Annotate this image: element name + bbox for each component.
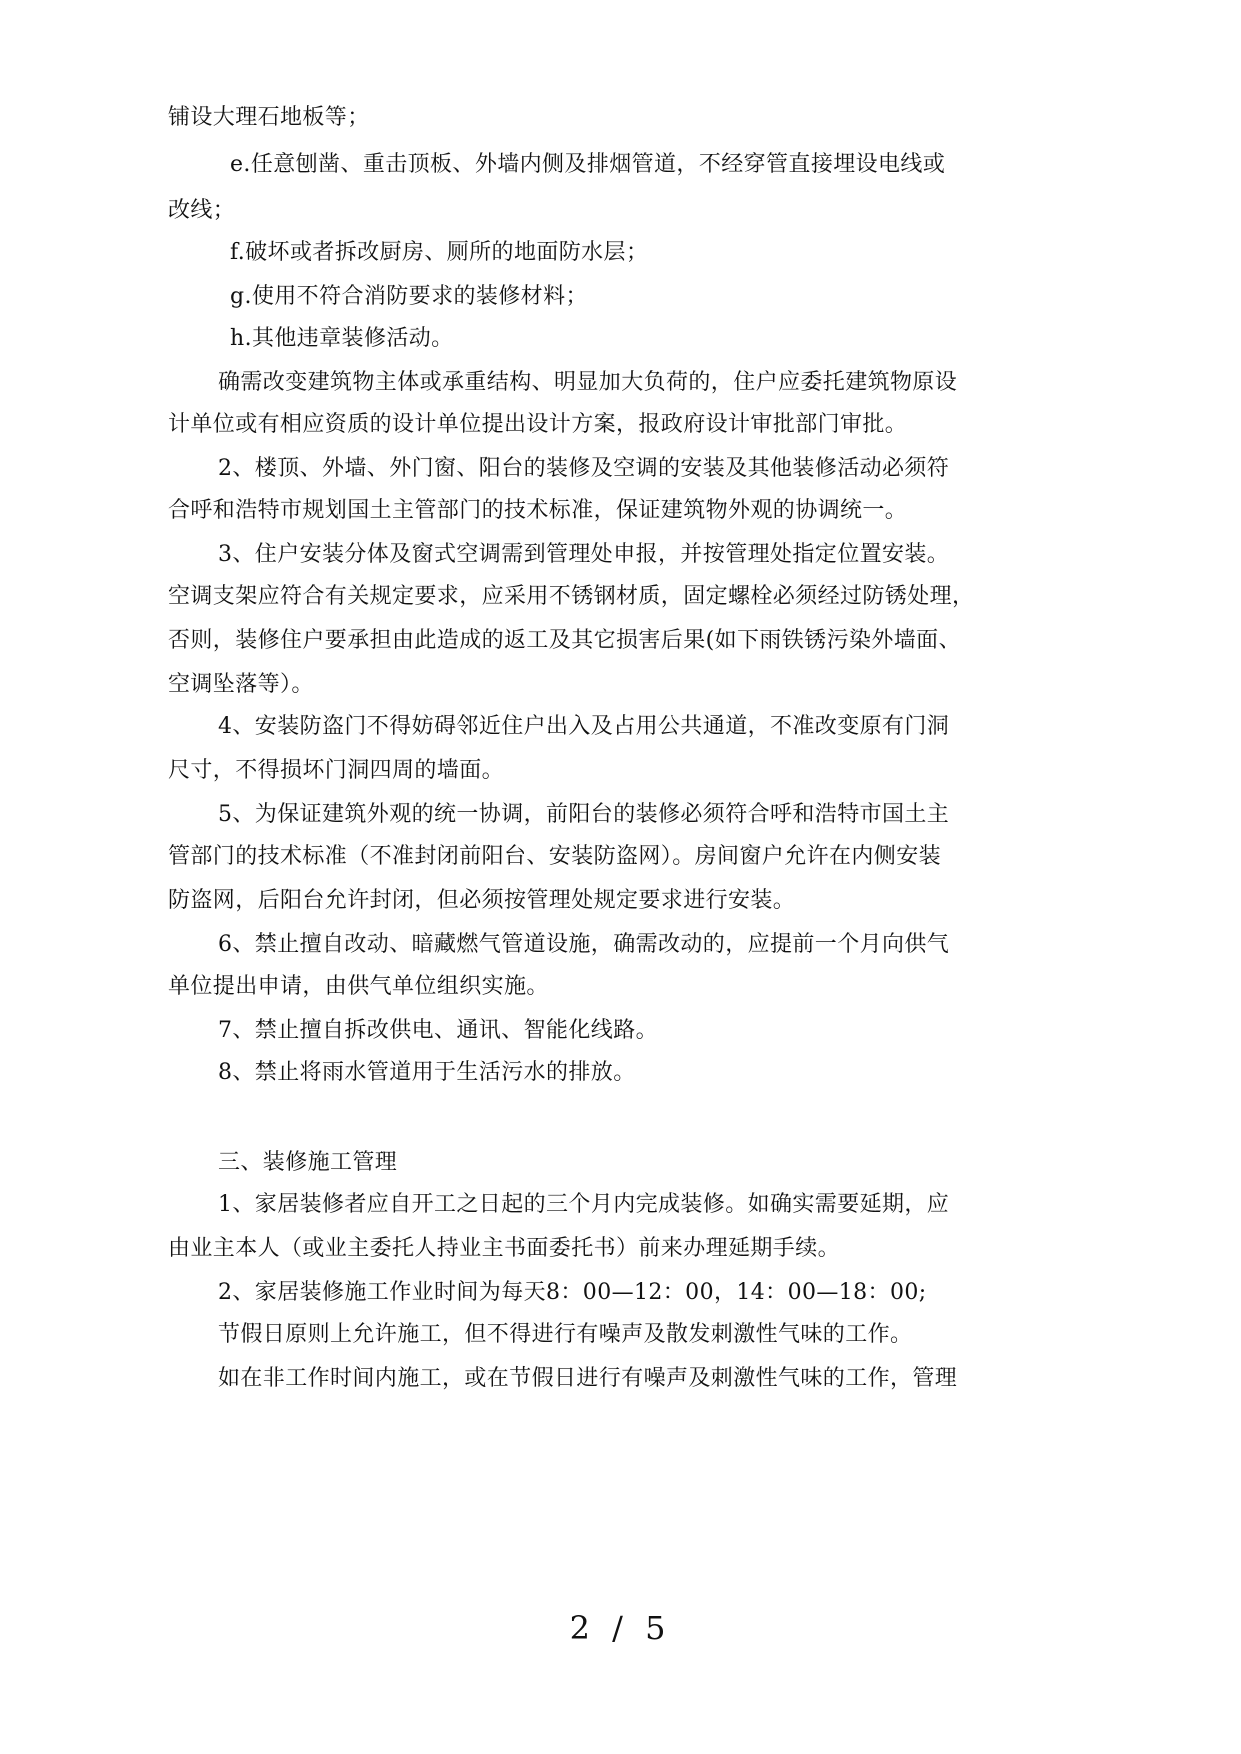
text-line: 合呼和浩特市规划国土主管部门的技术标准，保证建筑物外观的协调统一。	[168, 498, 908, 523]
text-line: 4、安装防盗门不得妨碍邻近住户出入及占用公共通道，不准改变原有门洞	[218, 714, 950, 739]
text-line: 如在非工作时间内施工，或在节假日进行有噪声及刺激性气味的工作，管理	[218, 1366, 958, 1391]
text-line: 6、禁止擅自改动、暗藏燃气管道设施，确需改动的，应提前一个月向供气	[218, 932, 950, 957]
text-line: 尺寸，不得损坏门洞四周的墙面。	[168, 758, 505, 783]
text-line: 1、家居装修者应自开工之日起的三个月内完成装修。如确实需要延期，应	[218, 1192, 950, 1217]
text-line: 改线；	[168, 198, 236, 223]
text-line: f.破坏或者拆改厨房、厕所的地面防水层；	[230, 240, 649, 265]
text-line: 计单位或有相应资质的设计单位提出设计方案，报政府设计审批部门审批。	[168, 412, 908, 437]
section-heading: 三、装修施工管理	[218, 1150, 398, 1175]
text-line: e.任意刨凿、重击顶板、外墙内侧及排烟管道，不经穿管直接埋设电线或	[230, 152, 946, 177]
text-line: 单位提出申请，由供气单位组织实施。	[168, 974, 549, 999]
text-line: 确需改变建筑物主体或承重结构、明显加大负荷的，住户应委托建筑物原设	[218, 370, 958, 395]
text-line: 由业主本人（或业主委托人持业主书面委托书）前来办理延期手续。	[168, 1236, 841, 1261]
text-line: h.其他违章装修活动。	[230, 326, 454, 351]
text-line: 2、楼顶、外墙、外门窗、阳台的装修及空调的安装及其他装修活动必须符	[218, 456, 950, 481]
text-line: 2、家居装修施工作业时间为每天8：00—12：00，14：00—18：00;	[218, 1280, 927, 1305]
text-line: 防盗网，后阳台允许封闭，但必须按管理处规定要求进行安装。	[168, 888, 796, 913]
text-line: g.使用不符合消防要求的装修材料；	[230, 284, 588, 309]
text-line: 节假日原则上允许施工，但不得进行有噪声及散发刺激性气味的工作。	[218, 1322, 913, 1347]
text-line: 3、住户安装分体及窗式空调需到管理处申报，并按管理处指定位置安装。	[218, 542, 950, 567]
text-line: 空调坠落等）。	[168, 672, 314, 697]
text-line: 8、禁止将雨水管道用于生活污水的排放。	[218, 1060, 636, 1085]
page-number: 2 / 5	[569, 1609, 672, 1647]
text-line: 7、禁止擅自拆改供电、通讯、智能化线路。	[218, 1018, 658, 1043]
text-line: 空调支架应符合有关规定要求，应采用不锈钢材质，固定螺栓必须经过防锈处理，	[168, 584, 975, 609]
text-line: 铺设大理石地板等；	[168, 105, 370, 130]
text-line: 否则，装修住户要承担由此造成的返工及其它损害后果(如下雨铁锈污染外墙面、	[168, 628, 961, 653]
text-line: 管部门的技术标准（不准封闭前阳台、安装防盗网）。房间窗户允许在内侧安装	[168, 844, 942, 869]
text-line: 5、为保证建筑外观的统一协调，前阳台的装修必须符合呼和浩特市国土主	[218, 802, 950, 827]
